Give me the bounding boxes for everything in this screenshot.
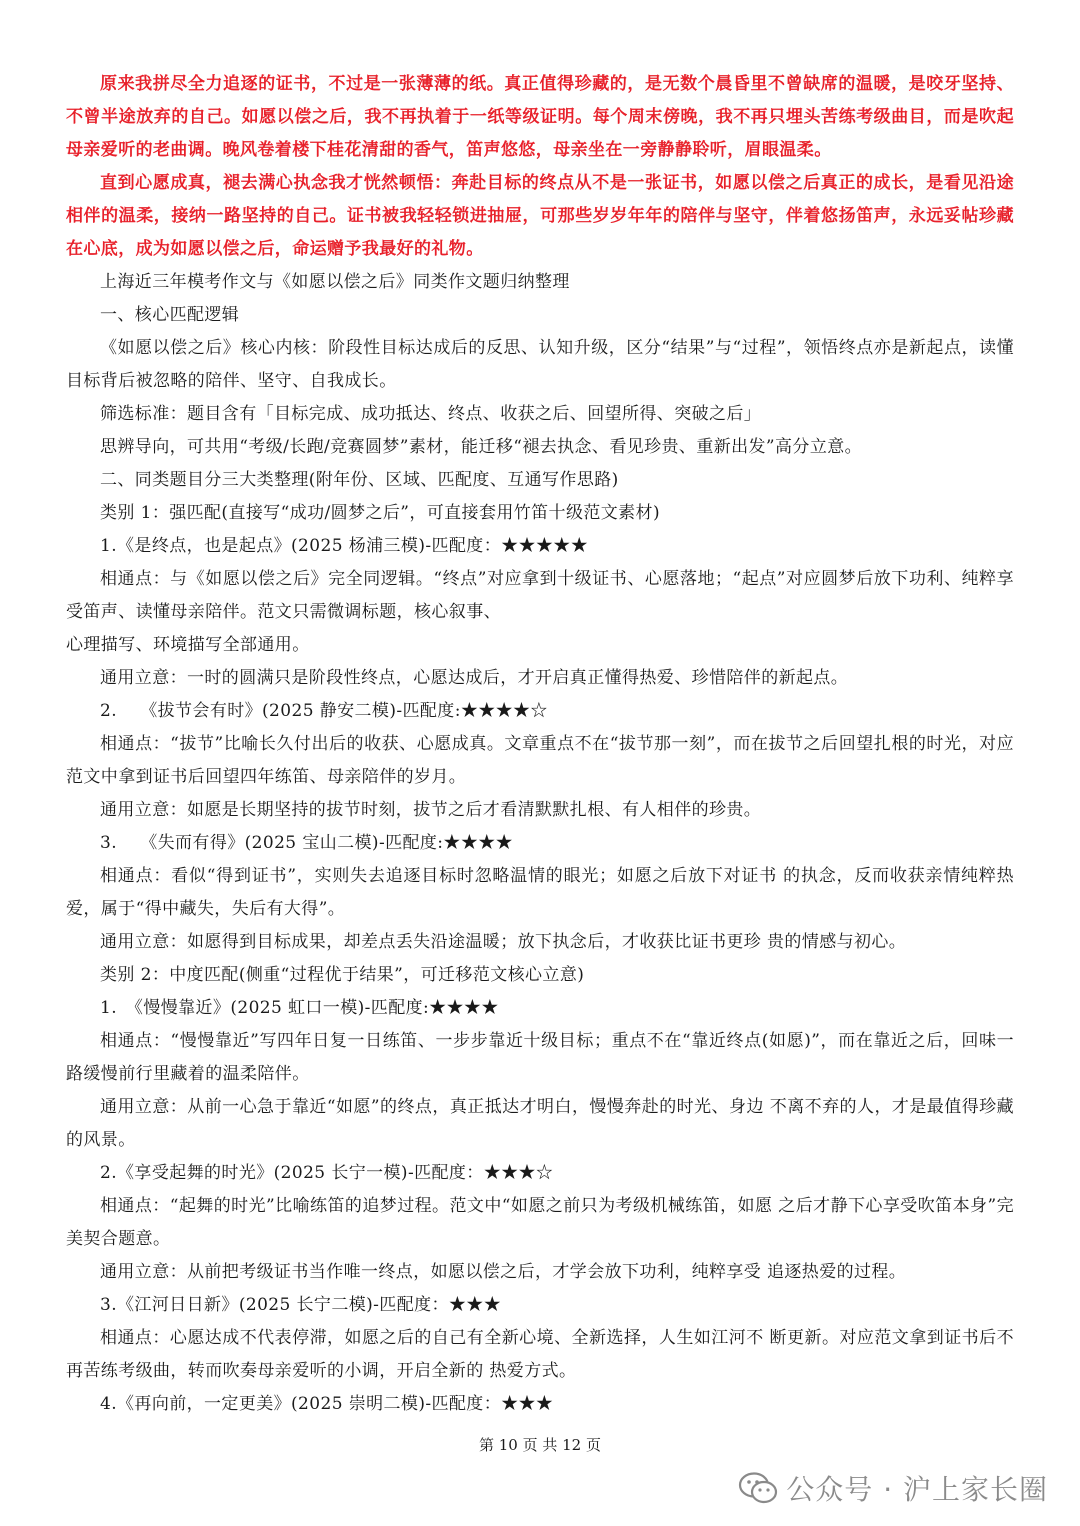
body-paragraph: 相通点：心愿达成不代表停滞，如愿之后的自己有全新心境、全新选择，人生如江河不 断更新。对应范文拿到证书后不再苦练考级曲，转而吹奏母亲爱听的小调，开启全新的 热爱方式。 [66,1328,1014,1381]
section-heading: 二、同类题目分三大类整理(附年份、区域、匹配度、互通写作思路) [100,470,619,490]
page-number-footer: 第 10 页 共 12 页 [478,1436,601,1454]
section-heading: 一、核心匹配逻辑 [100,305,240,325]
body-paragraph: 相通点：“起舞的时光”比喻练笛的追梦过程。范文中“如愿之前只为考级机械练笛，如愿 之后才静下心享受吹笛本身”完美契合题意。 [66,1196,1014,1249]
body-paragraph: 通用立意：从前把考级证书当作唯一终点，如愿以偿之后，才学会放下功利，纯粹享受 追逐热爱的过程。 [100,1262,907,1282]
essay-paragraph: 原来我拼尽全力追逐的证书，不过是一张薄薄的纸。真正值得珍藏的，是无数个晨昏里不曾缺席的温暖，是咬牙坚持、不曾半途放弃的自己。如愿以偿之后，我不再执着于一纸等级证明。每个周末傍晚，我不再只埋头苦练考级曲目，而是吹起母亲爱听的老曲调。晚风卷着楼下桂花清甜的香气，笛声悠悠，母亲坐在一旁静静聆听，眉眼温柔。 [66,74,1014,160]
wechat-watermark [738,1468,1048,1508]
body-paragraph: 通用立意：一时的圆满只是阶段性终点，心愿达成后，才开启真正懂得热爱、珍惜陪伴的新起点。 [100,668,849,688]
body-paragraph: 思辨导向，可共用“考级/长跑/竞赛圆梦”素材，能迁移“褪去执念、看见珍贵、重新出发”高分立意。 [100,437,863,457]
topic-item: 2.《享受起舞的时光》(2025 长宁一模)-匹配度：★★★☆ [100,1163,554,1183]
body-paragraph: 相通点：“慢慢靠近”写四年日复一日练笛、一步步靠近十级目标；重点不在“靠近终点(如愿)”，而在靠近之后，回味一路缓慢前行里藏着的温柔陪伴。 [66,1031,1014,1084]
watermark-text: 公众号 · 沪上家长圈 [786,1473,1048,1506]
topic-item: 3. 《失而有得》(2025 宝山二模)-匹配度:★★★★ [100,833,514,853]
category-heading: 类别 2：中度匹配(侧重“过程优于结果”，可迁移范文核心立意) [100,965,585,985]
topic-item: 4.《再向前，一定更美》(2025 崇明二模)-匹配度：★★★ [100,1394,554,1414]
body-paragraph: 通用立意：如愿是长期坚持的拔节时刻，拔节之后才看清默默扎根、有人相伴的珍贵。 [100,800,762,820]
body-paragraph: 筛选标准：题目含有「目标完成、成功抵达、终点、收获之后、回望所得、突破之后」 [100,404,762,424]
body-paragraph: 相通点：看似“得到证书”，实则失去追逐目标时忽略温情的眼光；如愿之后放下对证书 的执念，反而收获亲情纯粹热爱，属于“得中藏失，失后有大得”。 [66,866,1014,919]
topic-item: 2. 《拔节会有时》(2025 静安二模)-匹配度:★★★★☆ [100,701,548,721]
body-paragraph: 相通点：“拔节”比喻长久付出后的收获、心愿成真。文章重点不在“拔节那一刻”，而在拔节之后回望扎根的时光，对应范文中拿到证书后回望四年练笛、母亲陪伴的岁月。 [66,734,1014,787]
body-paragraph: 相通点：与《如愿以偿之后》完全同逻辑。“终点”对应拿到十级证书、心愿落地；“起点”对应圆梦后放下功利、纯粹享受笛声、读懂母亲陪伴。范文只需微调标题，核心叙事、 [66,569,1014,622]
section-title: 上海近三年模考作文与《如愿以偿之后》同类作文题归纳整理 [100,272,570,292]
wechat-icon [738,1471,778,1505]
topic-item: 3.《江河日日新》(2025 长宁二模)-匹配度：★★★ [100,1295,502,1315]
body-paragraph: 通用立意：如愿得到目标成果，却差点丢失沿途温暖；放下执念后，才收获比证书更珍 贵的情感与初心。 [100,932,907,952]
topic-item: 1.《是终点，也是起点》(2025 杨浦三模)-匹配度：★★★★★ [100,536,589,556]
essay-paragraph: 直到心愿成真，褪去满心执念我才恍然顿悟：奔赴目标的终点从不是一张证书，如愿以偿之后真正的成长，是看见沿途相伴的温柔，接纳一路坚持的自己。证书被我轻轻锁进抽屉，可那些岁岁年年的陪伴与坚守，伴着悠扬笛声，永远妥帖珍藏在心底，成为如愿以偿之后，命运赠予我最好的礼物。 [66,173,1014,259]
document-body [66,68,1014,1421]
category-heading: 类别 1：强匹配(直接写“成功/圆梦之后”，可直接套用竹笛十级范文素材) [100,503,660,523]
body-paragraph: 《如愿以偿之后》核心内核：阶段性目标达成后的反思、认知升级，区分“结果”与“过程”，领悟终点亦是新起点，读懂目标背后被忽略的陪伴、坚守、自我成长。 [66,338,1014,391]
body-paragraph: 心理描写、环境描写全部通用。 [66,635,310,655]
topic-item: 1. 《慢慢靠近》(2025 虹口一模)-匹配度:★★★★ [100,998,499,1018]
body-paragraph: 通用立意：从前一心急于靠近“如愿”的终点，真正抵达才明白，慢慢奔赴的时光、身边 不离不弃的人，才是最值得珍藏的风景。 [66,1097,1014,1150]
